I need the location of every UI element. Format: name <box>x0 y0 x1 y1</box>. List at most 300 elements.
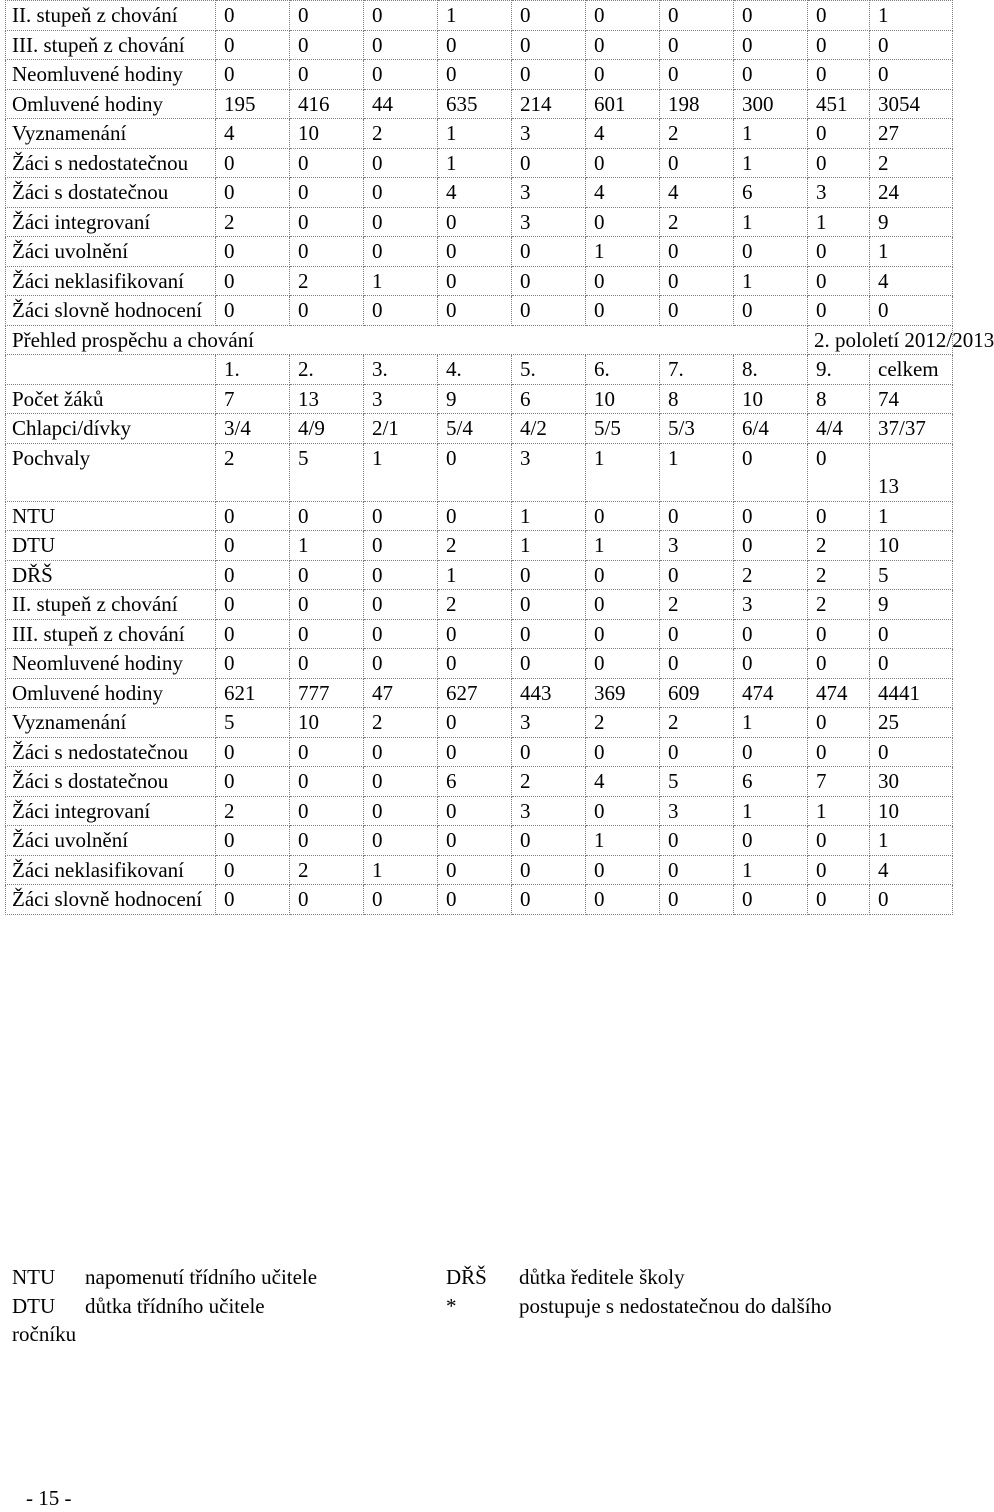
value-cell: 0 <box>586 148 660 178</box>
value-cell: 0 <box>290 237 364 267</box>
value-cell: 0 <box>364 767 438 797</box>
value-cell: 0 <box>364 826 438 856</box>
value-cell: 601 <box>586 89 660 119</box>
value-cell: 0 <box>216 855 290 885</box>
value-cell: 0 <box>290 148 364 178</box>
total-cell: 0 <box>870 30 953 60</box>
value-cell: 0 <box>290 1 364 31</box>
value-cell: 0 <box>586 30 660 60</box>
row-label: Žáci s nedostatečnou <box>6 148 216 178</box>
header-class: 5. <box>512 355 586 385</box>
value-cell: 2 <box>216 207 290 237</box>
value-cell: 1 <box>734 708 808 738</box>
value-cell: 0 <box>512 266 586 296</box>
value-cell: 0 <box>438 885 512 915</box>
table-row <box>6 767 953 797</box>
value-cell: 0 <box>364 796 438 826</box>
value-cell: 1 <box>438 148 512 178</box>
value-cell: 3 <box>660 531 734 561</box>
value-cell: 0 <box>512 1 586 31</box>
value-cell: 0 <box>216 266 290 296</box>
value-cell: 0 <box>216 30 290 60</box>
legend-text: postupuje s nedostatečnou do dalšího <box>519 1293 832 1318</box>
value-cell: 0 <box>364 649 438 679</box>
value-cell: 2 <box>660 119 734 149</box>
value-cell: 0 <box>734 531 808 561</box>
table-row <box>6 296 953 326</box>
value-cell: 0 <box>216 826 290 856</box>
value-cell: 0 <box>808 855 870 885</box>
value-cell: 1 <box>586 443 660 501</box>
value-cell: 0 <box>290 178 364 208</box>
value-cell: 0 <box>438 296 512 326</box>
total-cell: 0 <box>870 60 953 90</box>
value-cell: 0 <box>734 619 808 649</box>
value-cell: 4 <box>660 178 734 208</box>
row-label: III. stupeň z chování <box>6 619 216 649</box>
value-cell: 2 <box>438 590 512 620</box>
value-cell: 0 <box>216 737 290 767</box>
value-cell: 1 <box>808 796 870 826</box>
legend-text: důtka ředitele školy <box>519 1265 685 1289</box>
value-cell: 416 <box>290 89 364 119</box>
value-cell: 0 <box>216 590 290 620</box>
value-cell: 1 <box>734 266 808 296</box>
total-cell: 4 <box>870 855 953 885</box>
header-class: 9. <box>808 355 870 385</box>
value-cell: 1 <box>660 443 734 501</box>
value-cell: 0 <box>438 501 512 531</box>
value-cell: 3 <box>512 207 586 237</box>
row-label: NTU <box>6 501 216 531</box>
header-class: 8. <box>734 355 808 385</box>
legend-abbr: NTU <box>12 1265 56 1289</box>
value-cell: 2 <box>216 443 290 501</box>
header-class: 2. <box>290 355 364 385</box>
table-row <box>6 60 953 90</box>
section-title-row <box>6 325 953 355</box>
value-cell: 0 <box>734 885 808 915</box>
value-cell: 2 <box>512 767 586 797</box>
row-label: III. stupeň z chování <box>6 30 216 60</box>
total-cell: 0 <box>870 649 953 679</box>
value-cell: 0 <box>438 619 512 649</box>
value-cell: 5 <box>290 443 364 501</box>
table-row <box>6 30 953 60</box>
total-cell: 9 <box>870 590 953 620</box>
table-row <box>6 885 953 915</box>
table-row <box>6 826 953 856</box>
value-cell: 0 <box>586 207 660 237</box>
value-cell: 0 <box>660 885 734 915</box>
value-cell: 1 <box>734 207 808 237</box>
value-cell: 3 <box>512 443 586 501</box>
value-cell: 4 <box>586 178 660 208</box>
value-cell: 0 <box>290 767 364 797</box>
value-cell: 0 <box>808 501 870 531</box>
value-cell: 8 <box>660 384 734 414</box>
value-cell: 0 <box>290 885 364 915</box>
value-cell: 4 <box>586 767 660 797</box>
table-row <box>6 619 953 649</box>
value-cell: 0 <box>438 796 512 826</box>
value-cell: 1 <box>808 207 870 237</box>
value-cell: 0 <box>808 60 870 90</box>
value-cell: 0 <box>216 767 290 797</box>
legend-text: ročníku <box>12 1322 77 1346</box>
row-label: Žáci s dostatečnou <box>6 178 216 208</box>
row-label: Chlapci/dívky <box>6 414 216 444</box>
table-row <box>6 590 953 620</box>
row-label: Omluvené hodiny <box>6 678 216 708</box>
value-cell: 0 <box>808 266 870 296</box>
table-row <box>6 796 953 826</box>
value-cell: 0 <box>290 649 364 679</box>
value-cell: 0 <box>660 1 734 31</box>
value-cell: 0 <box>734 826 808 856</box>
value-cell: 0 <box>660 619 734 649</box>
total-cell: 3054 <box>870 89 953 119</box>
total-cell: 10 <box>870 796 953 826</box>
value-cell: 3 <box>512 119 586 149</box>
value-cell: 1 <box>734 119 808 149</box>
row-label: Žáci integrovaní <box>6 207 216 237</box>
value-cell: 7 <box>808 767 870 797</box>
value-cell: 0 <box>364 296 438 326</box>
first-term-rows <box>6 1 953 326</box>
value-cell: 2 <box>660 590 734 620</box>
value-cell: 0 <box>808 443 870 501</box>
value-cell: 2 <box>290 855 364 885</box>
value-cell: 0 <box>808 119 870 149</box>
second-term-rows <box>6 384 953 914</box>
value-cell: 3 <box>512 708 586 738</box>
value-cell: 0 <box>512 855 586 885</box>
value-cell: 0 <box>586 885 660 915</box>
value-cell: 0 <box>438 737 512 767</box>
value-cell: 1 <box>586 531 660 561</box>
value-cell: 3 <box>734 590 808 620</box>
legend-abbr: DŘŠ <box>446 1265 487 1289</box>
value-cell: 2 <box>660 207 734 237</box>
value-cell: 0 <box>438 708 512 738</box>
total-cell: 1 <box>870 501 953 531</box>
value-cell: 3/4 <box>216 414 290 444</box>
value-cell: 6 <box>438 767 512 797</box>
value-cell: 0 <box>364 885 438 915</box>
value-cell: 0 <box>660 826 734 856</box>
value-cell: 0 <box>290 796 364 826</box>
value-cell: 0 <box>586 649 660 679</box>
row-label: Žáci uvolnění <box>6 826 216 856</box>
total-cell: 1 <box>870 1 953 31</box>
value-cell: 4 <box>586 119 660 149</box>
value-cell: 0 <box>512 737 586 767</box>
value-cell: 4 <box>438 178 512 208</box>
value-cell: 0 <box>364 60 438 90</box>
total-cell: 0 <box>870 296 953 326</box>
table-row <box>6 560 953 590</box>
value-cell: 0 <box>734 60 808 90</box>
value-cell: 2 <box>808 560 870 590</box>
value-cell: 0 <box>290 590 364 620</box>
value-cell: 0 <box>438 443 512 501</box>
value-cell: 0 <box>660 296 734 326</box>
row-label: Omluvené hodiny <box>6 89 216 119</box>
value-cell: 0 <box>660 237 734 267</box>
total-cell: 27 <box>870 119 953 149</box>
row-label: Neomluvené hodiny <box>6 60 216 90</box>
value-cell: 1 <box>512 501 586 531</box>
value-cell: 2 <box>364 708 438 738</box>
value-cell: 0 <box>660 501 734 531</box>
value-cell: 2 <box>364 119 438 149</box>
table-row <box>6 237 953 267</box>
value-cell: 0 <box>364 1 438 31</box>
table-row <box>6 855 953 885</box>
page-number: - 15 - <box>26 1486 72 1510</box>
value-cell: 0 <box>216 885 290 915</box>
row-label: Počet žáků <box>6 384 216 414</box>
value-cell: 5/5 <box>586 414 660 444</box>
legend-text: napomenutí třídního učitele <box>85 1265 318 1289</box>
value-cell: 0 <box>290 560 364 590</box>
value-cell: 5 <box>216 708 290 738</box>
value-cell: 4/2 <box>512 414 586 444</box>
row-label: Žáci neklasifikovaní <box>6 266 216 296</box>
value-cell: 0 <box>438 60 512 90</box>
legend-abbr: * <box>446 1293 457 1318</box>
legend-text: důtka třídního učitele <box>85 1293 265 1318</box>
value-cell: 0 <box>216 501 290 531</box>
value-cell: 0 <box>438 237 512 267</box>
value-cell: 1 <box>364 443 438 501</box>
value-cell: 10 <box>734 384 808 414</box>
value-cell: 443 <box>512 678 586 708</box>
value-cell: 0 <box>216 560 290 590</box>
value-cell: 1 <box>364 266 438 296</box>
value-cell: 2 <box>808 590 870 620</box>
value-cell: 0 <box>290 619 364 649</box>
value-cell: 474 <box>808 678 870 708</box>
school-results-table <box>5 0 994 915</box>
header-class: 6. <box>586 355 660 385</box>
total-cell: 10 <box>870 531 953 561</box>
value-cell: 0 <box>808 708 870 738</box>
value-cell: 5 <box>660 767 734 797</box>
header-blank-cell <box>6 355 216 385</box>
value-cell: 0 <box>734 237 808 267</box>
value-cell: 0 <box>660 30 734 60</box>
header-class: 1. <box>216 355 290 385</box>
value-cell: 4/4 <box>808 414 870 444</box>
row-label: Neomluvené hodiny <box>6 649 216 679</box>
total-cell: 1 <box>870 826 953 856</box>
table-row <box>6 501 953 531</box>
value-cell: 0 <box>734 1 808 31</box>
total-cell: 4441 <box>870 678 953 708</box>
value-cell: 0 <box>660 148 734 178</box>
value-cell: 2 <box>734 560 808 590</box>
section-period: 2. pololetí 2012/2013 <box>808 325 953 355</box>
value-cell: 0 <box>512 590 586 620</box>
value-cell: 0 <box>364 737 438 767</box>
value-cell: 0 <box>586 619 660 649</box>
value-cell: 0 <box>660 737 734 767</box>
value-cell: 0 <box>808 30 870 60</box>
value-cell: 1 <box>512 531 586 561</box>
value-cell: 3 <box>512 796 586 826</box>
value-cell: 627 <box>438 678 512 708</box>
table-row <box>6 678 953 708</box>
value-cell: 2 <box>290 266 364 296</box>
value-cell: 0 <box>586 796 660 826</box>
value-cell: 0 <box>364 590 438 620</box>
value-cell: 0 <box>586 737 660 767</box>
value-cell: 0 <box>660 266 734 296</box>
value-cell: 0 <box>364 501 438 531</box>
header-class: 4. <box>438 355 512 385</box>
value-cell: 0 <box>216 619 290 649</box>
value-cell: 2 <box>808 531 870 561</box>
table-row <box>6 737 953 767</box>
value-cell: 0 <box>364 148 438 178</box>
value-cell: 6 <box>734 178 808 208</box>
value-cell: 300 <box>734 89 808 119</box>
value-cell: 0 <box>512 619 586 649</box>
value-cell: 0 <box>512 885 586 915</box>
row-label: Žáci integrovaní <box>6 796 216 826</box>
value-cell: 0 <box>290 296 364 326</box>
value-cell: 2 <box>586 708 660 738</box>
value-cell: 3 <box>364 384 438 414</box>
value-cell: 0 <box>734 737 808 767</box>
value-cell: 0 <box>438 30 512 60</box>
legend-row <box>12 1263 912 1292</box>
total-cell: 24 <box>870 178 953 208</box>
value-cell: 0 <box>586 296 660 326</box>
row-label: Pochvaly <box>6 443 216 501</box>
abbreviation-legend <box>12 1263 912 1349</box>
table-row <box>6 207 953 237</box>
value-cell: 0 <box>216 1 290 31</box>
value-cell: 0 <box>734 443 808 501</box>
value-cell: 0 <box>808 296 870 326</box>
value-cell: 609 <box>660 678 734 708</box>
value-cell: 0 <box>364 178 438 208</box>
value-cell: 1 <box>438 119 512 149</box>
section-header <box>6 325 994 384</box>
value-cell: 44 <box>364 89 438 119</box>
row-label: Žáci uvolnění <box>6 237 216 267</box>
value-cell: 6 <box>512 384 586 414</box>
value-cell: 0 <box>290 207 364 237</box>
value-cell: 0 <box>290 60 364 90</box>
value-cell: 47 <box>364 678 438 708</box>
value-cell: 0 <box>586 60 660 90</box>
value-cell: 4/9 <box>290 414 364 444</box>
value-cell: 0 <box>808 237 870 267</box>
row-label: Žáci neklasifikovaní <box>6 855 216 885</box>
value-cell: 6/4 <box>734 414 808 444</box>
value-cell: 10 <box>290 119 364 149</box>
value-cell: 5/3 <box>660 414 734 444</box>
row-label: Vyznamenání <box>6 119 216 149</box>
row-label: II. stupeň z chování <box>6 1 216 31</box>
total-cell: 13 <box>870 443 953 501</box>
total-cell: 37/37 <box>870 414 953 444</box>
table-row <box>6 148 953 178</box>
value-cell: 0 <box>660 855 734 885</box>
value-cell: 0 <box>734 649 808 679</box>
value-cell: 0 <box>216 178 290 208</box>
value-cell: 0 <box>364 560 438 590</box>
table-row <box>6 384 953 414</box>
value-cell: 0 <box>216 60 290 90</box>
total-cell: 1 <box>870 237 953 267</box>
value-cell: 0 <box>660 60 734 90</box>
value-cell: 3 <box>808 178 870 208</box>
table-row <box>6 178 953 208</box>
value-cell: 3 <box>512 178 586 208</box>
value-cell: 0 <box>216 531 290 561</box>
value-cell: 2 <box>216 796 290 826</box>
value-cell: 0 <box>438 649 512 679</box>
table-row <box>6 708 953 738</box>
header-class: 3. <box>364 355 438 385</box>
table-row <box>6 266 953 296</box>
total-cell: 74 <box>870 384 953 414</box>
table-row <box>6 443 953 501</box>
value-cell: 214 <box>512 89 586 119</box>
value-cell: 0 <box>586 590 660 620</box>
value-cell: 451 <box>808 89 870 119</box>
value-cell: 1 <box>586 237 660 267</box>
value-cell: 10 <box>586 384 660 414</box>
value-cell: 0 <box>586 855 660 885</box>
row-label: Žáci slovně hodnocení <box>6 296 216 326</box>
value-cell: 0 <box>512 296 586 326</box>
legend-row <box>12 1292 912 1321</box>
table-row <box>6 649 953 679</box>
value-cell: 1 <box>734 796 808 826</box>
value-cell: 369 <box>586 678 660 708</box>
total-cell: 30 <box>870 767 953 797</box>
row-label: II. stupeň z chování <box>6 590 216 620</box>
value-cell: 0 <box>512 60 586 90</box>
row-label: Žáci slovně hodnocení <box>6 885 216 915</box>
header-class: 7. <box>660 355 734 385</box>
value-cell: 1 <box>734 148 808 178</box>
total-cell: 9 <box>870 207 953 237</box>
value-cell: 0 <box>660 649 734 679</box>
value-cell: 1 <box>290 531 364 561</box>
value-cell: 8 <box>808 384 870 414</box>
value-cell: 2 <box>438 531 512 561</box>
value-cell: 0 <box>660 560 734 590</box>
value-cell: 0 <box>734 30 808 60</box>
value-cell: 0 <box>808 1 870 31</box>
value-cell: 635 <box>438 89 512 119</box>
value-cell: 0 <box>512 560 586 590</box>
value-cell: 0 <box>512 237 586 267</box>
total-cell: 0 <box>870 885 953 915</box>
total-cell: 0 <box>870 737 953 767</box>
value-cell: 195 <box>216 89 290 119</box>
class-header-row <box>6 355 953 385</box>
value-cell: 0 <box>364 30 438 60</box>
value-cell: 5/4 <box>438 414 512 444</box>
